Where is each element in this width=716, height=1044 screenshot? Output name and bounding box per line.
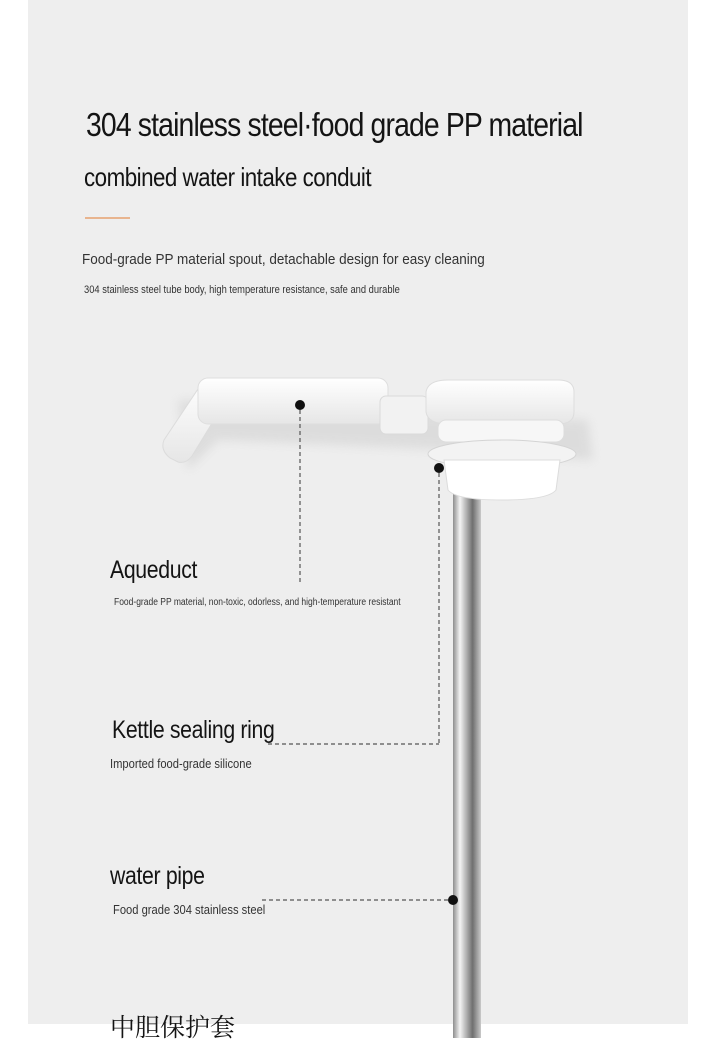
description-line-1: Food-grade PP material spout, detachable design for easy cleaning [82, 251, 485, 268]
callout-aqueduct-title: Aqueduct [110, 556, 198, 584]
headline: 304 stainless steel·food grade PP material [86, 106, 583, 143]
description-line-2: 304 stainless steel tube body, high temperature resistance, safe and durable [84, 284, 400, 296]
callout-water-pipe-detail: Food grade 304 stainless steel [113, 902, 266, 917]
callout-water-pipe-title: water pipe [110, 862, 205, 890]
callout-aqueduct-detail: Food-grade PP material, non-toxic, odorless, and high-temperature resistant [114, 597, 401, 608]
callout-sealing-ring-detail: Imported food-grade silicone [110, 756, 252, 771]
accent-divider [85, 217, 130, 219]
callout-sealing-ring-title: Kettle sealing ring [112, 716, 275, 744]
water-pipe-shape [453, 478, 481, 1038]
product-panel [28, 0, 688, 1042]
water-pipe-pointer [262, 895, 458, 905]
cap-shape [426, 380, 576, 500]
subheadline: combined water intake conduit [84, 162, 372, 192]
next-section-title: 中胆保护套 [110, 1014, 236, 1042]
